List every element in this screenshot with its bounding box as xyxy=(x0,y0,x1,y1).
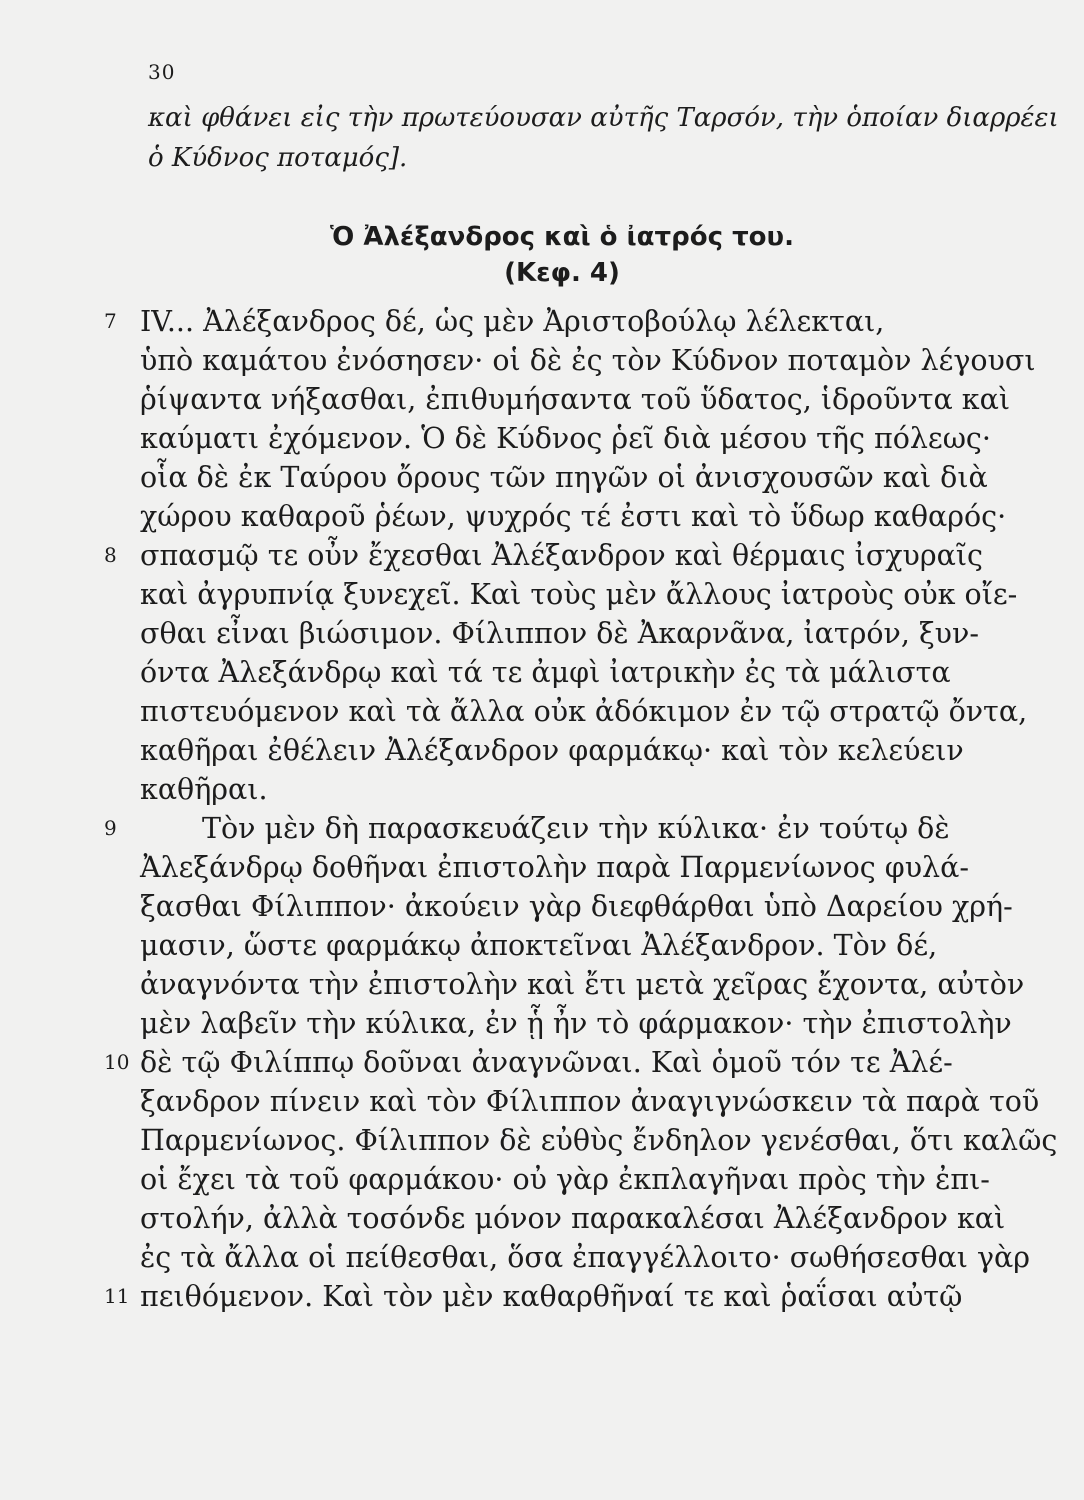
text-line xyxy=(140,926,990,965)
text-line xyxy=(140,1004,1012,1043)
line-text: σθαι εἶναι βιώσιμον. Φίλιππον δὲ Ἀκαρνᾶνα, ἰατρόν, ξυν- xyxy=(140,617,979,650)
page-number: 30 xyxy=(148,60,176,84)
text-line xyxy=(104,1277,990,1316)
margin-section-number: 10 xyxy=(104,1050,130,1074)
text-line xyxy=(140,497,1007,536)
text-line xyxy=(104,1043,990,1082)
intro-line: καὶ φθάνει εἰς τὴν πρωτεύουσαν αὐτῆς Ταρσόν, τὴν ὁποίαν διαρρέει xyxy=(148,103,1059,133)
chapter-reference: (Κεφ. 4) xyxy=(504,258,620,288)
intro-line: ὁ Κύδνος ποταμός]. xyxy=(148,143,408,173)
line-text: ὑπὸ καμάτου ἐνόσησεν· οἱ δὲ ἐς τὸν Κύδνον ποταμὸν λέγουσι xyxy=(140,344,1036,377)
line-text: οἷα δὲ ἐκ Ταύρου ὄρους τῶν πηγῶν οἱ ἀνισχουσῶν καὶ διὰ xyxy=(140,461,988,494)
text-line xyxy=(140,1121,1058,1160)
line-text: Παρμενίωνος. Φίλιππον δὲ εὐθὺς ἔνδηλον γενέσθαι, ὅτι καλῶς xyxy=(140,1124,1058,1157)
line-text: χώρου καθαροῦ ῥέων, ψυχρός τέ ἐστι καὶ τὸ ὕδωρ καθαρός· xyxy=(140,500,1007,533)
line-text: καὶ ἀγρυπνίᾳ ξυνεχεῖ. Καὶ τοὺς μὲν ἄλλους ἰατροὺς οὐκ οἴε- xyxy=(140,578,1018,611)
text-line xyxy=(140,1238,1030,1277)
margin-section-number: 7 xyxy=(104,309,117,333)
line-text: μὲν λαβεῖν τὴν κύλικα, ἐν ᾗ ἦν τὸ φάρμακον· τὴν ἐπιστολὴν xyxy=(140,1007,1012,1040)
line-text: ἐς τὰ ἄλλα οἱ πείθεσθαι, ὅσα ἐπαγγέλλοιτο· σωθήσεσθαι γὰρ xyxy=(140,1241,1030,1274)
text-line xyxy=(140,848,990,887)
text-line xyxy=(140,887,1013,926)
section-title: Ὁ Ἀλέξανδρος καὶ ὁ ἰατρός του. xyxy=(330,222,794,252)
text-line xyxy=(140,965,1025,1004)
line-text: Τὸν μὲν δὴ παρασκευάζειν τὴν κύλικα· ἐν τούτῳ δὲ xyxy=(202,812,950,845)
text-line xyxy=(140,692,1028,731)
text-line xyxy=(140,419,990,458)
line-text: σπασμῷ τε οὖν ἔχεσθαι Ἀλέξανδρον καὶ θέρμαις ἰσχυραῖς xyxy=(140,539,984,572)
margin-section-number: 8 xyxy=(104,543,117,567)
line-text: δὲ τῷ Φιλίππῳ δοῦναι ἀναγνῶναι. Καὶ ὁμοῦ τόν τε Ἀλέ- xyxy=(140,1046,953,1079)
text-line xyxy=(140,731,990,770)
line-text: μασιν, ὥστε φαρμάκῳ ἀποκτεῖναι Ἀλέξανδρον. Τὸν δέ, xyxy=(140,929,938,962)
text-line xyxy=(104,302,990,341)
line-text: καύματι ἐχόμενον. Ὁ δὲ Κύδνος ῥεῖ διὰ μέσου τῆς πόλεως· xyxy=(140,422,991,455)
text-line xyxy=(140,380,1011,419)
line-text: καθῆραι ἐθέλειν Ἀλέξανδρον φαρμάκῳ· καὶ τὸν κελεύειν xyxy=(140,734,964,767)
line-text: Ἀλεξάνδρῳ δοθῆναι ἐπιστολὴν παρὰ Παρμενίωνος φυλά- xyxy=(140,851,969,884)
line-text: στολήν, ἀλλὰ τοσόνδε μόνον παρακαλέσαι Ἀλέξανδρον καὶ xyxy=(140,1202,1006,1235)
text-line xyxy=(140,653,990,692)
text-line xyxy=(140,458,990,497)
line-text: IV... Ἀλέξανδρος δέ, ὡς μὲν Ἀριστοβούλῳ λέλεκται, xyxy=(140,305,885,338)
text-line xyxy=(140,1160,990,1199)
line-text: καθῆραι. xyxy=(140,773,268,806)
line-text: ἀναγνόντα τὴν ἐπιστολὴν καὶ ἔτι μετὰ χεῖρας ἔχοντα, αὐτὸν xyxy=(140,968,1025,1001)
text-line xyxy=(140,1082,1040,1121)
margin-section-number: 9 xyxy=(104,816,117,840)
line-text: ῥίψαντα νήξασθαι, ἐπιθυμήσαντα τοῦ ὕδατος, ἱδροῦντα καὶ xyxy=(140,383,1011,416)
text-line xyxy=(140,614,990,653)
line-text: πιστευόμενον καὶ τὰ ἄλλα οὐκ ἀδόκιμον ἐν τῷ στρατῷ ὄντα, xyxy=(140,695,1028,728)
line-text: οἱ ἔχει τὰ τοῦ φαρμάκου· οὐ γὰρ ἐκπλαγῆναι πρὸς τὴν ἐπι- xyxy=(140,1163,990,1196)
text-line xyxy=(140,341,1036,380)
text-line xyxy=(104,809,990,848)
text-line xyxy=(104,536,990,575)
text-line xyxy=(140,770,990,809)
greek-text-body xyxy=(104,302,1058,1316)
intro-note xyxy=(148,98,1059,178)
line-text: πειθόμενον. Καὶ τὸν μὲν καθαρθῆναί τε καὶ ῥαΐσαι αὐτῷ xyxy=(140,1280,963,1313)
line-text: ξανδρον πίνειν καὶ τὸν Φίλιππον ἀναγιγνώσκειν τὰ παρὰ τοῦ xyxy=(140,1085,1040,1118)
line-text: όντα Ἀλεξάνδρῳ καὶ τά τε ἀμφὶ ἰατρικὴν ἐς τὰ μάλιστα xyxy=(140,656,951,689)
line-text: ξασθαι Φίλιππον· ἀκούειν γὰρ διεφθάρθαι ὑπὸ Δαρείου χρή- xyxy=(140,890,1013,923)
margin-section-number: 11 xyxy=(104,1284,130,1308)
text-line xyxy=(140,1199,1006,1238)
text-line xyxy=(140,575,1018,614)
